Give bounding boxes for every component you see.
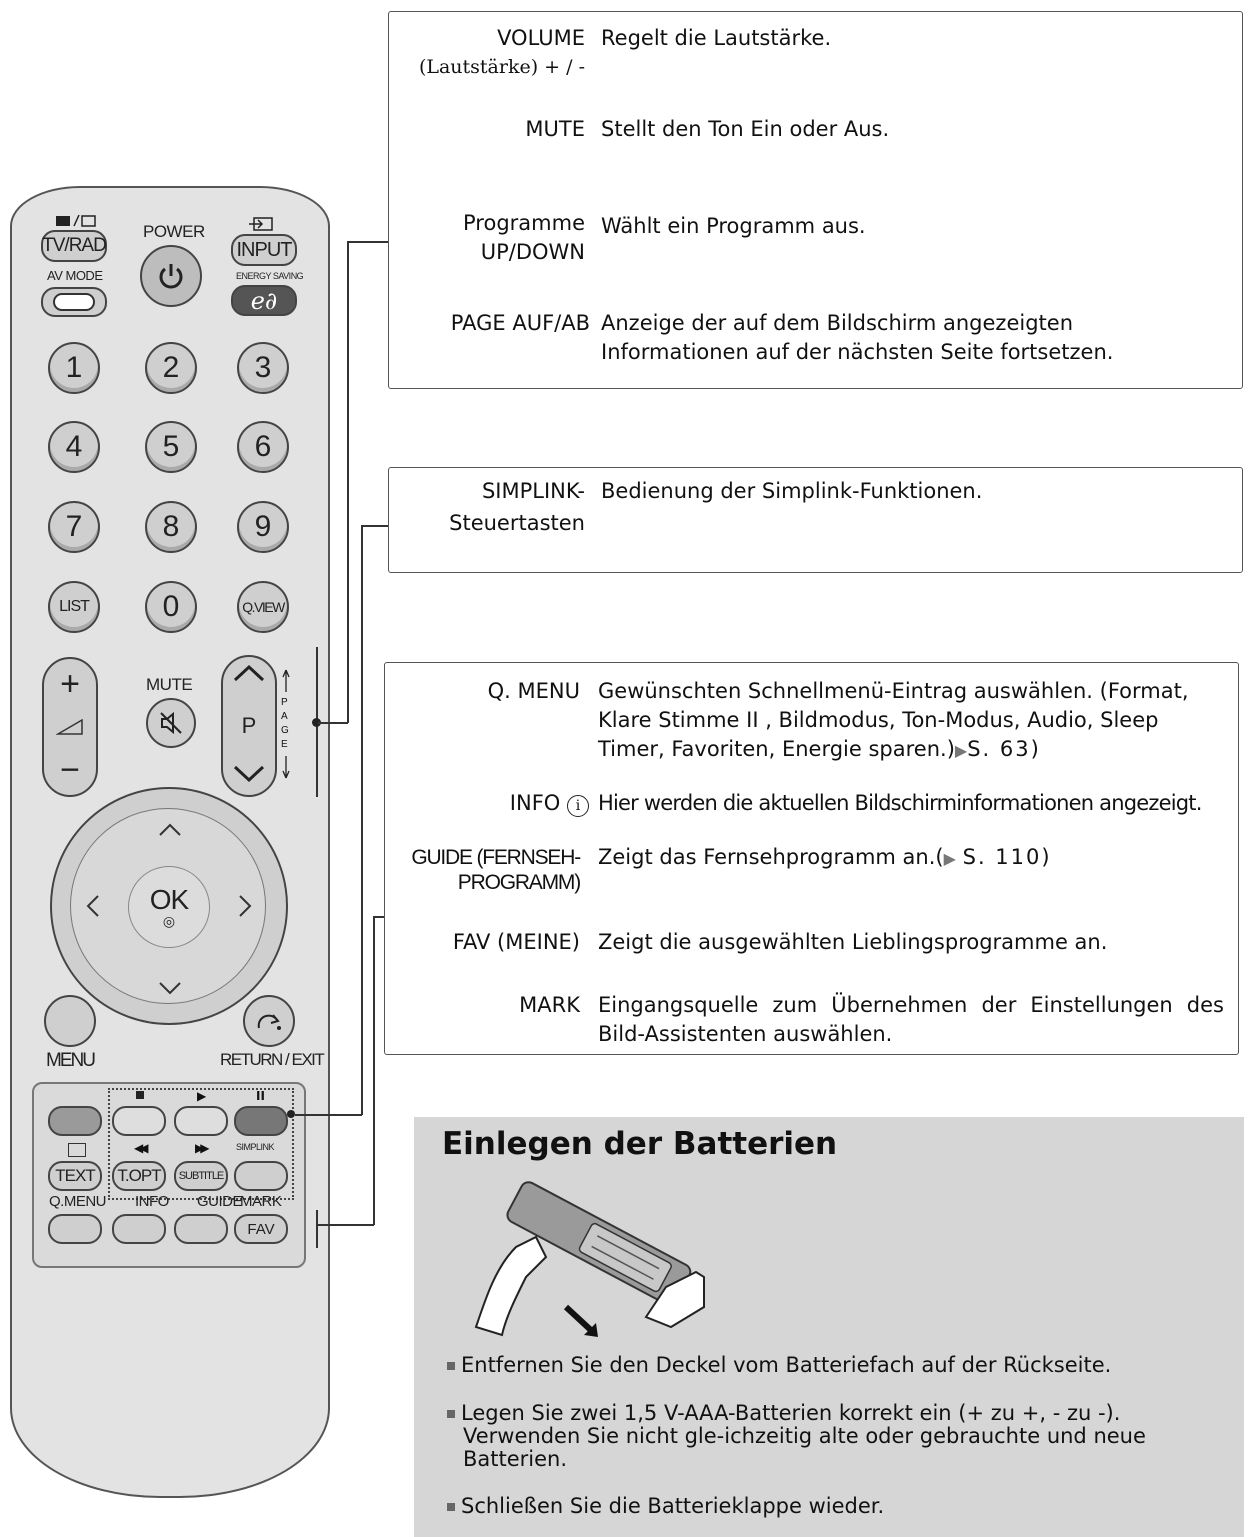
fav-key-label: FAV (MEINE) — [452, 930, 580, 954]
color-button-red[interactable] — [48, 1106, 102, 1136]
eco-icon: e∂ — [250, 286, 278, 315]
av-mode-label: AV MODE — [47, 268, 103, 283]
stop-icon — [136, 1091, 144, 1099]
subtitle-button[interactable]: SUBTITLE — [174, 1161, 228, 1191]
return-icon — [255, 1010, 283, 1032]
page-label: PAGE — [281, 697, 289, 750]
rewind-icon: ◀◀ — [134, 1141, 145, 1155]
mark-description-line1: Eingangsquelle zum Übernehmen der Einstellungen des — [598, 993, 1224, 1017]
programme-key-sublabel: UP/DOWN — [480, 240, 585, 264]
q-menu-label: Q.MENU — [49, 1193, 106, 1210]
arrow-left-icon[interactable] — [86, 894, 100, 922]
fav-button[interactable]: FAV — [234, 1214, 288, 1244]
q-menu-key-label: Q. MENU — [487, 679, 580, 703]
q-menu-page-ref: S. 63) — [967, 737, 1041, 761]
number-button-7[interactable]: 7 — [48, 501, 100, 553]
connector-menu-h1 — [318, 1224, 374, 1226]
menu-button[interactable] — [44, 995, 96, 1047]
av-mode-button[interactable] — [41, 287, 107, 317]
minus-icon: − — [60, 751, 80, 789]
connector-simplink-h2 — [361, 525, 389, 527]
page-description-line1: Anzeige der auf dem Bildschirm angezeigten — [601, 311, 1073, 335]
simplink-description: Bedienung der Simplink-Funktionen. — [601, 479, 983, 503]
number-button-8[interactable]: 8 — [145, 501, 197, 553]
mark-key-label: MARK — [519, 993, 580, 1017]
number-button-1[interactable]: 1 — [48, 342, 100, 394]
input-button[interactable]: INPUT — [231, 234, 297, 266]
chevron-down-icon — [232, 764, 266, 789]
q-menu-description-line3: Timer, Favoriten, Energie sparen.)▶S. 63) — [598, 737, 1041, 761]
q-menu-button[interactable] — [48, 1214, 102, 1244]
fav-description: Zeigt die ausgewählten Lieblingsprogramme an. — [598, 930, 1108, 954]
number-button-6[interactable]: 6 — [237, 421, 289, 473]
page-ref-arrow-icon: ▶ — [954, 741, 968, 760]
battery-step-3: Schließen Sie die Batterieklappe wieder. — [447, 1495, 884, 1518]
q-menu-description-line2: Klare Stimme II , Bildmodus, Ton-Modus, Audio, Sleep — [598, 708, 1159, 732]
battery-section — [414, 1117, 1244, 1537]
battery-step-2-line2: Verwenden Sie nicht gle-ichzeitig alte oder gebrauchte und neue — [463, 1424, 1146, 1448]
mute-button[interactable] — [146, 698, 196, 748]
info-icon: i — [567, 795, 589, 817]
guide-button[interactable] — [174, 1214, 228, 1244]
tv-radio-icon — [55, 212, 97, 226]
energy-saving-button[interactable] — [231, 285, 297, 316]
program-label: P — [241, 713, 257, 738]
programme-key-label: Programme — [463, 211, 585, 235]
info-key-label: INFO i — [510, 789, 589, 818]
page-key-label: PAGE AUF/AB — [450, 311, 590, 335]
number-button-0[interactable]: 0 — [145, 581, 197, 633]
t-opt-button[interactable]: T.OPT — [112, 1161, 166, 1191]
target-icon: ◎ — [162, 913, 176, 929]
connector-volume-v — [347, 241, 349, 723]
connector-dot-simplink — [287, 1110, 295, 1118]
battery-illustration — [466, 1177, 706, 1337]
connector-volume-h1 — [318, 722, 348, 724]
ok-button[interactable] — [128, 866, 210, 948]
number-button-3[interactable]: 3 — [237, 342, 289, 394]
number-button-4[interactable]: 4 — [48, 421, 100, 473]
arrow-up-icon[interactable] — [158, 822, 182, 841]
tv-rad-button[interactable]: TV/RAD — [41, 230, 107, 262]
connector-simplink-v — [361, 525, 363, 1115]
guide-label: GUIDE — [197, 1193, 243, 1210]
simplink-key-label: SIMPLINK- — [481, 479, 585, 503]
guide-key-sublabel: PROGRAMM) — [457, 871, 580, 894]
simplink-label: SIMPLINK — [236, 1142, 275, 1152]
power-icon — [156, 261, 186, 291]
battery-step-2-line3: Batterien. — [463, 1447, 568, 1471]
text-button[interactable]: TEXT — [48, 1161, 102, 1191]
teletext-icon — [68, 1143, 86, 1157]
guide-description: Zeigt das Fernsehprogramm an.(▶ S. 110) — [598, 845, 1052, 869]
color-button-green[interactable] — [112, 1106, 166, 1136]
play-icon: ▶ — [197, 1089, 207, 1103]
power-label: POWER — [143, 222, 205, 241]
volume-rocker[interactable] — [42, 657, 98, 797]
info-button[interactable] — [112, 1214, 166, 1244]
mute-label: MUTE — [146, 675, 193, 694]
page-ref-arrow-icon-2: ▶ — [943, 849, 956, 868]
return-exit-label: RETURN / EXIT — [220, 1050, 324, 1069]
energy-saving-label: ENERGY SAVING — [236, 271, 304, 281]
page-description-line2: Informationen auf der nächsten Seite fortsetzen. — [601, 340, 1114, 364]
number-button-9[interactable]: 9 — [237, 501, 289, 553]
info-label: INFO — [135, 1193, 169, 1210]
battery-step-2: Legen Sie zwei 1,5 V-AAA-Batterien korrekt ein (+ zu +, - zu -). — [447, 1402, 1120, 1425]
list-button[interactable]: LIST — [48, 581, 100, 633]
mark-label: MARK — [240, 1193, 282, 1210]
connector-menu-v — [373, 916, 375, 1225]
guide-key-label: GUIDE (FERNSEH- — [411, 846, 580, 869]
arrow-right-icon[interactable] — [238, 894, 252, 922]
plus-icon: + — [60, 665, 80, 703]
number-button-2[interactable]: 2 — [145, 342, 197, 394]
mute-icon — [157, 709, 185, 737]
menu-label: MENU — [46, 1050, 94, 1071]
battery-step-1: Entfernen Sie den Deckel vom Batteriefach auf der Rückseite. — [447, 1354, 1111, 1377]
power-button[interactable] — [140, 245, 202, 307]
color-button-yellow[interactable] — [174, 1106, 228, 1136]
connector-simplink-h1 — [295, 1114, 362, 1116]
return-exit-button[interactable] — [243, 995, 295, 1047]
info-description: Hier werden die aktuellen Bildschirminformationen angezeigt. — [598, 791, 1202, 815]
mark-description-line2: Bild-Assistenten auswählen. — [598, 1022, 893, 1046]
simplink-key-sublabel: Steuertasten — [449, 511, 585, 535]
chevron-up-icon — [232, 663, 266, 688]
bracket-lower-buttons — [316, 1210, 318, 1248]
ok-label: OK — [149, 884, 189, 915]
fast-forward-icon: ▶▶ — [195, 1141, 206, 1155]
mute-description: Stellt den Ton Ein oder Aus. — [601, 117, 890, 141]
program-rocker[interactable] — [221, 655, 277, 797]
input-icon — [248, 216, 274, 230]
q-menu-description-line1: Gewünschten Schnellmenü-Eintrag auswählen. (Format, — [598, 679, 1189, 703]
guide-page-ref: S. 110) — [962, 845, 1052, 869]
simplink-button[interactable] — [234, 1161, 288, 1191]
battery-title: Einlegen der Batterien — [442, 1126, 838, 1162]
color-button-blue[interactable] — [234, 1106, 288, 1136]
mute-key-label: MUTE — [525, 117, 585, 141]
volume-key-label: VOLUME — [497, 26, 585, 50]
volume-icon — [56, 718, 84, 736]
page-indicator — [280, 668, 292, 780]
arrow-down-icon[interactable] — [158, 980, 182, 999]
volume-description: Regelt die Lautstärke. — [601, 26, 832, 50]
volume-key-sublabel: (Lautstärke) + / - — [418, 56, 585, 78]
q-view-button[interactable]: Q.VIEW — [237, 581, 289, 633]
pause-icon: II — [256, 1089, 265, 1103]
programme-description: Wählt ein Programm aus. — [601, 214, 866, 238]
connector-volume-h2 — [347, 241, 389, 243]
number-button-5[interactable]: 5 — [145, 421, 197, 473]
